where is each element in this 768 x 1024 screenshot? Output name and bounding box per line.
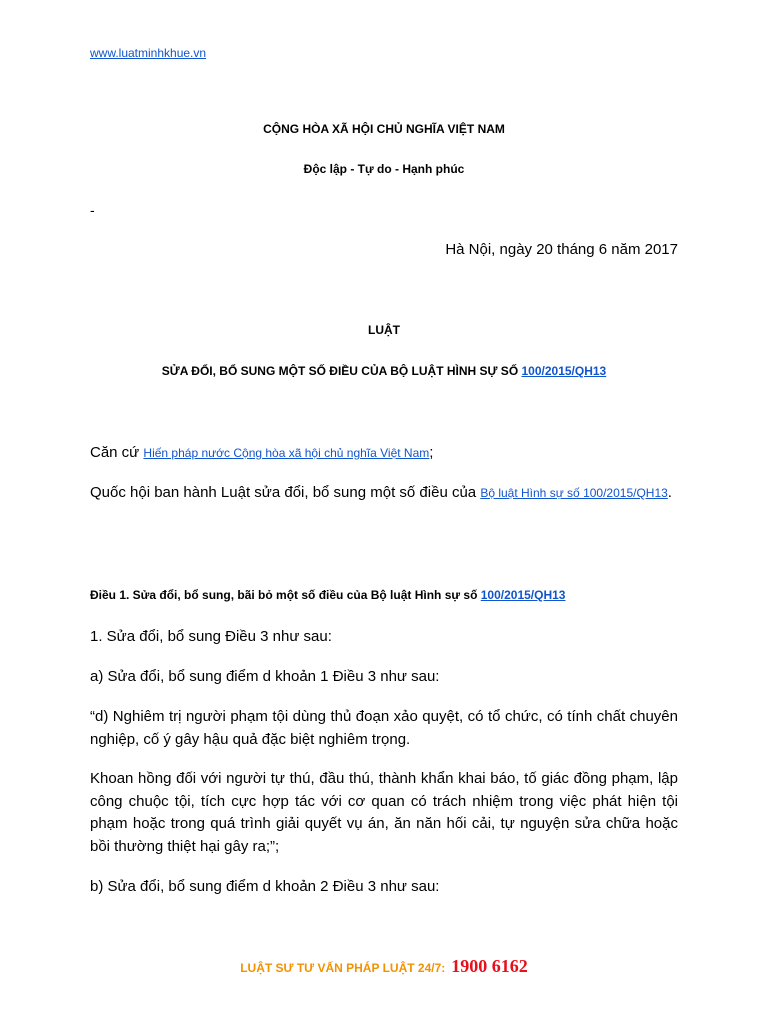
paragraph-b: b) Sửa đổi, bổ sung điểm d khoản 2 Điều 3 như sau: (90, 878, 440, 895)
preamble-quochoi (90, 482, 678, 505)
penal-code-link[interactable]: Bộ luật Hình sự số 100/2015/QH13 (480, 486, 668, 500)
law-number-link[interactable]: 100/2015/QH13 (521, 364, 607, 378)
date-line: Hà Nội, ngày 20 tháng 6 năm 2017 (445, 241, 678, 258)
article-1-law-link[interactable]: 100/2015/QH13 (480, 588, 566, 602)
article-1-heading (90, 588, 565, 602)
law-subtitle-text: SỬA ĐỔI, BỔ SUNG MỘT SỐ ĐIỀU CỦA BỘ LUẬT HÌNH SỰ SỐ (161, 364, 522, 378)
quochoi-prefix: Quốc hội ban hành Luật sửa đổi, bổ sung một số điều của (90, 484, 481, 501)
footer-phone[interactable]: 1900 6162 (451, 956, 528, 976)
law-title: LUẬT (368, 323, 400, 337)
separator-dash: - (90, 202, 95, 218)
constitution-link[interactable]: Hiến pháp nước Cộng hòa xã hội chủ nghĩa Việt Nam (143, 446, 430, 460)
quochoi-suffix: . (667, 484, 672, 501)
footer-hotline (0, 956, 768, 977)
cancu-prefix: Căn cứ (90, 444, 144, 461)
paragraph-a: a) Sửa đổi, bổ sung điểm d khoản 1 Điều 3 như sau: (90, 668, 440, 685)
motto-heading: Độc lập - Tự do - Hạnh phúc (303, 162, 465, 176)
cancu-suffix: ; (429, 444, 434, 461)
law-subtitle (90, 364, 678, 378)
footer-label: LUẬT SƯ TƯ VẤN PHÁP LUẬT 24/7: (240, 961, 446, 975)
paragraph-quote-d: “d) Nghiêm trị người phạm tội dùng thủ đoạn xảo quyệt, có tổ chức, có tính chất chuyên nghiệp, cố ý gây hậu quả đặc biệt nghiêm trọng. (90, 708, 678, 748)
nation-heading: CỘNG HÒA XÃ HỘI CHỦ NGHĨA VIỆT NAM (263, 122, 505, 136)
paragraph-1: 1. Sửa đổi, bổ sung Điều 3 như sau: (90, 628, 332, 645)
article-1-heading-text: Điều 1. Sửa đổi, bổ sung, bãi bỏ một số điều của Bộ luật Hình sự số (90, 588, 481, 602)
paragraph-khoan-hong: Khoan hồng đối với người tự thú, đầu thú, thành khẩn khai báo, tố giác đồng phạm, lập công chuộc tội, tích cực hợp tác với cơ quan có trách nhiệm trong việc phát hiện tội phạm hoặc trong quá trình giải quyết vụ án, ăn năn hối cải, tự nguyện sửa chữa hoặc bồi thường thiệt hại gây ra;”; (90, 770, 678, 855)
preamble-cancu (90, 442, 678, 465)
site-link[interactable]: www.luatminhkhue.vn (90, 46, 207, 60)
